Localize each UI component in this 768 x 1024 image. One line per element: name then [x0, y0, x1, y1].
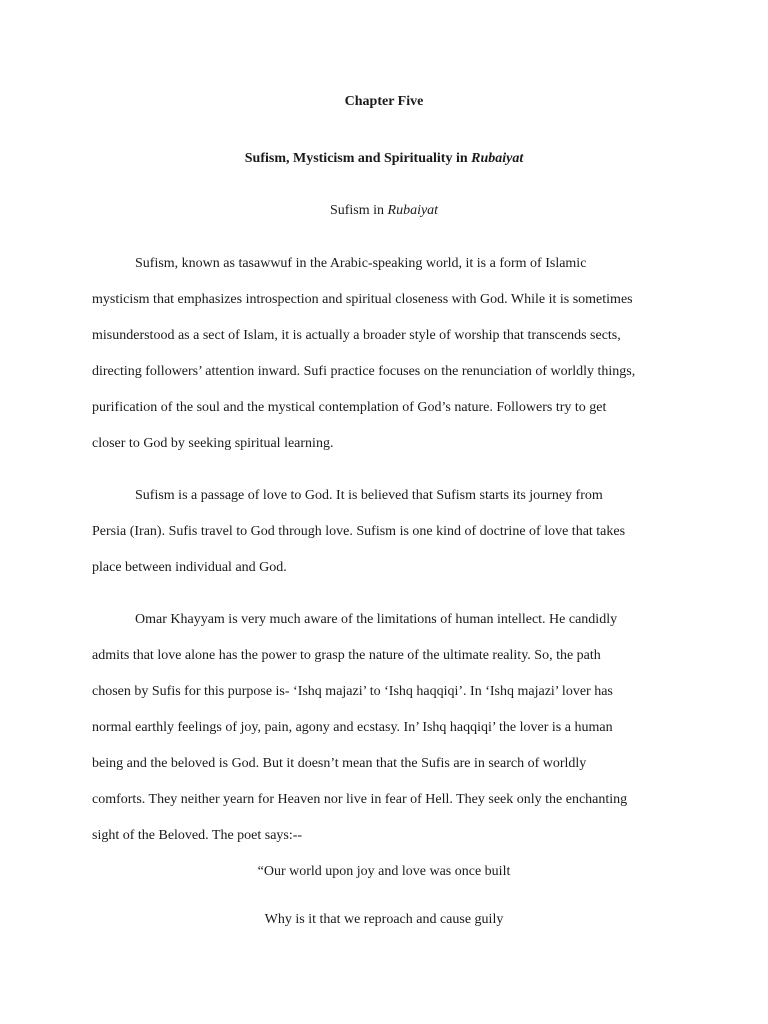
subsection-title-text: Sufism in [329, 203, 388, 218]
paragraph-3 [92, 602, 692, 854]
chapter-heading [0, 94, 768, 110]
chapter-heading-text: Chapter Five [344, 94, 424, 109]
paragraph-2 [92, 478, 692, 586]
verse-line-2: Why is it that we reproach and cause guily [264, 912, 504, 927]
paragraph-line: mysticism that emphasizes introspection and spiritual closeness with God. While it is sometimes [92, 292, 633, 307]
paragraph-line: being and the beloved is God. But it doesn’t mean that the Sufis are in search of worldly [92, 756, 587, 771]
paragraph-line: Omar Khayyam is very much aware of the limitations of human intellect. He candidly [135, 612, 618, 627]
paragraph-line: sight of the Beloved. The poet says:-- [92, 828, 303, 843]
paragraph-line: misunderstood as a sect of Islam, it is actually a broader style of worship that transcends sects, [92, 328, 621, 343]
paragraph-line: purification of the soul and the mystical contemplation of God’s nature. Followers try to get [92, 400, 607, 415]
paragraph-line: admits that love alone has the power to grasp the nature of the ultimate reality. So, the path [92, 648, 601, 663]
paragraph-line: comforts. They neither yearn for Heaven nor live in fear of Hell. They seek only the enchanting [92, 792, 628, 807]
paragraph-line: chosen by Sufis for this purpose is- ‘Ishq majazi’ to ‘Ishq haqqiqi’. In ‘Ishq majazi’ lover has [92, 684, 613, 699]
paragraph-line: Sufism is a passage of love to God. It is believed that Sufism starts its journey from [135, 488, 603, 503]
paragraph-1 [92, 246, 692, 462]
paragraph-line: Sufism, known as tasawwuf in the Arabic-speaking world, it is a form of Islamic [135, 256, 587, 271]
subsection-title-italic: Rubaiyat [387, 203, 439, 218]
paragraph-line: place between individual and God. [92, 560, 287, 575]
subsection-title [0, 203, 768, 219]
verse-line-1: “Our world upon joy and love was once built [257, 864, 511, 879]
paragraph-line: Persia (Iran). Sufis travel to God through love. Sufism is one kind of doctrine of love that takes [92, 524, 626, 539]
paragraph-line: closer to God by seeking spiritual learning. [92, 436, 334, 451]
section-title-italic: Rubaiyat [471, 151, 524, 166]
paragraph-line: normal earthly feelings of joy, pain, agony and ecstasy. In’ Ishq haqqiqi’ the lover is a human [92, 720, 613, 735]
section-title [0, 151, 768, 167]
section-title-text: Sufism, Mysticism and Spirituality in [244, 151, 472, 166]
paragraph-line: directing followers’ attention inward. Sufi practice focuses on the renunciation of worldly things, [92, 364, 636, 379]
